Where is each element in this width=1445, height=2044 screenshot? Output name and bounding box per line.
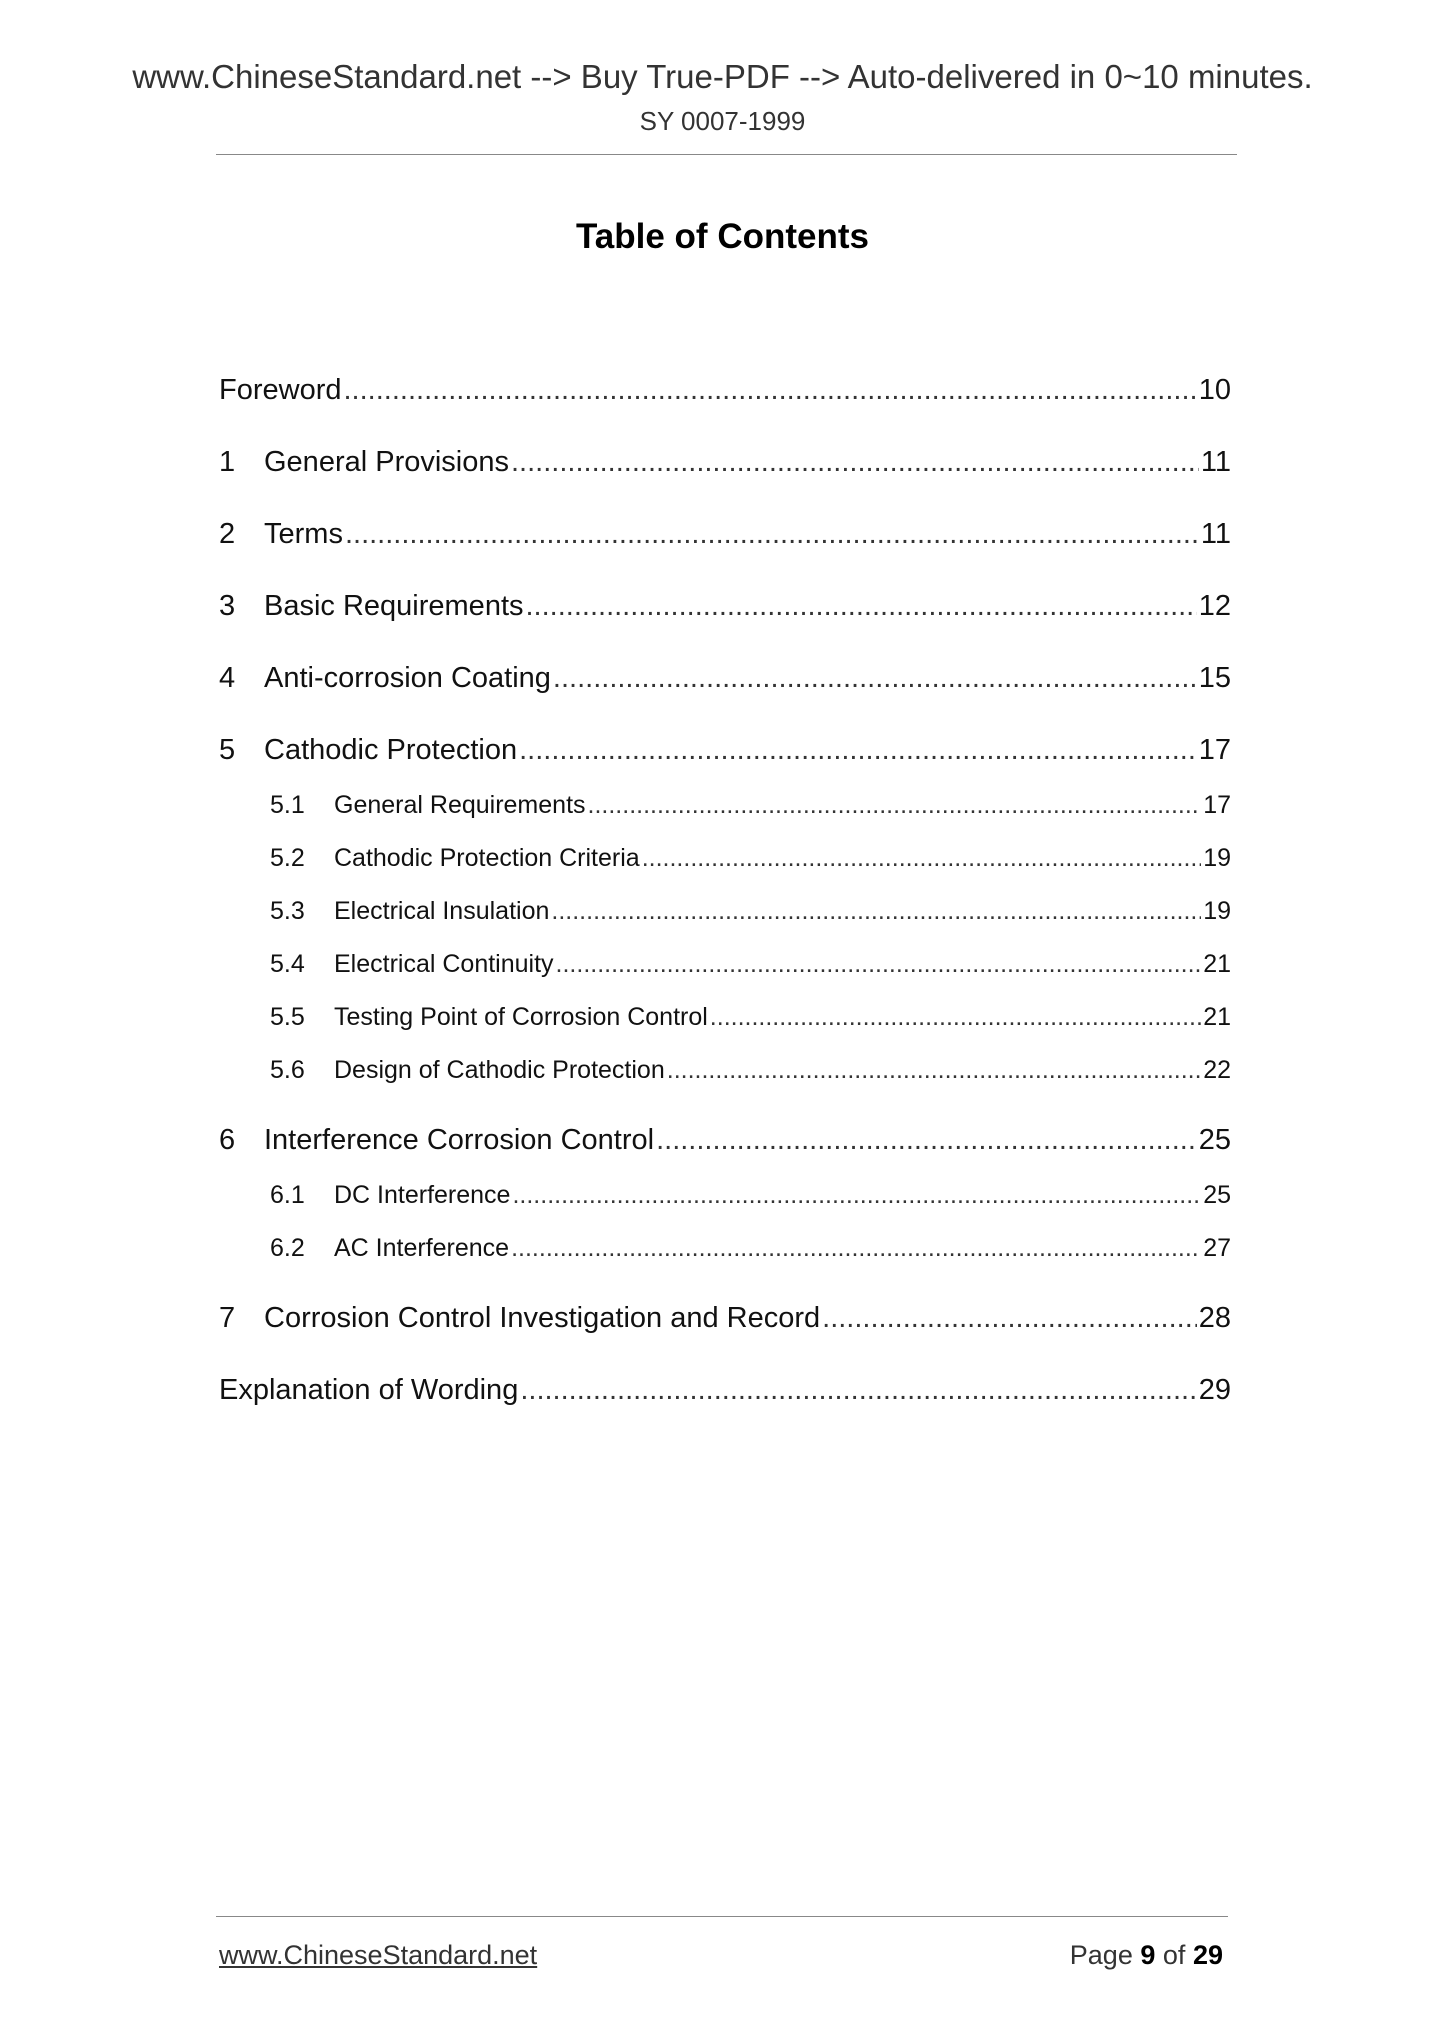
toc-entry-number: 6.2 xyxy=(270,1234,305,1262)
toc-dot-leader xyxy=(344,374,1197,407)
toc-entry-number: 5.3 xyxy=(270,897,305,925)
toc-entry-number: 6.1 xyxy=(270,1181,305,1209)
toc-entry-page: 19 xyxy=(1203,897,1231,925)
toc-entry-title: Terms xyxy=(264,518,343,550)
toc-dot-leader xyxy=(588,791,1202,820)
toc-entry-title: Interference Corrosion Control xyxy=(264,1124,655,1156)
toc-entry[interactable] xyxy=(219,335,1231,407)
toc-entry-title: Cathodic Protection Criteria xyxy=(334,844,640,872)
toc-entry-number: 7 xyxy=(219,1302,236,1334)
page-title: Table of Contents xyxy=(576,217,869,256)
toc-entry[interactable] xyxy=(219,551,1231,623)
toc-entry[interactable] xyxy=(219,1210,1231,1263)
toc-entry-title: Electrical Insulation xyxy=(334,897,550,925)
toc-entry-title: Explanation of Wording xyxy=(219,1374,519,1406)
toc-entry-page: 25 xyxy=(1198,1124,1231,1156)
toc-dot-leader xyxy=(556,950,1202,979)
toc-entry-page: 11 xyxy=(1200,446,1231,478)
toc-entry-page: 15 xyxy=(1198,662,1231,694)
toc-entry-page: 11 xyxy=(1200,518,1231,550)
toc-dot-leader xyxy=(822,1302,1197,1335)
toc-dot-leader xyxy=(520,1374,1196,1407)
toc-entry-page: 17 xyxy=(1203,791,1231,819)
toc-entry-number: 1 xyxy=(219,446,236,478)
toc-entry-title: Design of Cathodic Protection xyxy=(334,1056,665,1084)
footer-site-link[interactable]: www.ChineseStandard.net xyxy=(219,1940,538,1970)
toc-entry-title: Electrical Continuity xyxy=(334,950,554,978)
toc-dot-leader xyxy=(642,844,1201,873)
toc-entry-page: 17 xyxy=(1198,734,1231,766)
toc-entry-title: Testing Point of Corrosion Control xyxy=(334,1003,708,1031)
toc-entry[interactable] xyxy=(219,1085,1231,1157)
page-prefix: Page xyxy=(1069,1940,1133,1970)
page-total: 29 xyxy=(1192,1940,1223,1970)
toc-dot-leader xyxy=(519,734,1197,767)
toc-entry-number: 6 xyxy=(219,1124,236,1156)
toc-dot-leader xyxy=(526,590,1197,623)
toc-dot-leader xyxy=(551,897,1201,926)
toc-entry[interactable] xyxy=(219,873,1231,926)
toc-entry-number: 3 xyxy=(219,590,236,622)
toc-entry-title: Corrosion Control Investigation and Record xyxy=(264,1302,821,1334)
toc-entry-page: 19 xyxy=(1203,844,1231,872)
toc-entry-title: AC Interference xyxy=(334,1234,510,1262)
toc-entry[interactable] xyxy=(219,767,1231,820)
toc-entry[interactable] xyxy=(219,1032,1231,1085)
toc-entry-title: Anti-corrosion Coating xyxy=(264,662,551,694)
toc-entry[interactable] xyxy=(219,623,1231,695)
toc-dot-leader xyxy=(511,1234,1201,1263)
toc-entry[interactable] xyxy=(219,1335,1231,1407)
toc-entry[interactable] xyxy=(219,926,1231,979)
toc-entry-title: DC Interference xyxy=(334,1181,511,1209)
toc-entry[interactable] xyxy=(219,407,1231,479)
toc-entry-number: 5.1 xyxy=(270,791,305,819)
toc-entry-page: 28 xyxy=(1198,1302,1231,1334)
toc-entry[interactable] xyxy=(219,979,1231,1032)
toc-entry-page: 12 xyxy=(1198,590,1231,622)
toc-entry-page: 27 xyxy=(1203,1234,1231,1262)
page-number xyxy=(1070,1940,1223,1971)
toc-entry-number: 5.5 xyxy=(270,1003,305,1031)
toc-dot-leader xyxy=(553,662,1197,695)
toc-entry-page: 25 xyxy=(1203,1181,1231,1209)
toc-entry-title: General Requirements xyxy=(334,791,586,819)
toc-entry-number: 5.4 xyxy=(270,950,305,978)
toc-entry[interactable] xyxy=(219,695,1231,767)
toc-dot-leader xyxy=(511,446,1199,479)
standard-code: SY 0007-1999 xyxy=(639,106,806,136)
toc-dot-leader xyxy=(667,1056,1201,1085)
toc-entry[interactable] xyxy=(219,1263,1231,1335)
toc-dot-leader xyxy=(710,1003,1201,1032)
toc-entry-page: 21 xyxy=(1203,1003,1231,1031)
page-of: of xyxy=(1162,1940,1186,1970)
toc-entry-number: 5 xyxy=(219,734,236,766)
page-current: 9 xyxy=(1140,1940,1156,1970)
toc-entry-number: 2 xyxy=(219,518,236,550)
toc-dot-leader xyxy=(345,518,1199,551)
toc-entry-title: General Provisions xyxy=(264,446,509,478)
toc-entry-number: 5.2 xyxy=(270,844,305,872)
toc-entry-number: 4 xyxy=(219,662,236,694)
toc-entry-page: 22 xyxy=(1203,1056,1231,1084)
toc-dot-leader xyxy=(656,1124,1197,1157)
toc-entry-page: 29 xyxy=(1198,1374,1231,1406)
toc-entry-title: Cathodic Protection xyxy=(264,734,518,766)
toc-entry-page: 21 xyxy=(1203,950,1231,978)
toc-dot-leader xyxy=(512,1181,1201,1210)
toc-entry-title: Foreword xyxy=(219,374,342,406)
toc-entry-title: Basic Requirements xyxy=(264,590,524,622)
header-divider xyxy=(216,154,1237,155)
toc-entry[interactable] xyxy=(219,820,1231,873)
toc-entry[interactable] xyxy=(219,1157,1231,1210)
header-banner: www.ChineseStandard.net --> Buy True-PDF --> Auto-delivered in 0~10 minutes. xyxy=(132,58,1313,95)
toc-entry[interactable] xyxy=(219,479,1231,551)
toc-entry-page: 10 xyxy=(1198,374,1231,406)
table-of-contents xyxy=(219,335,1231,1407)
toc-entry-number: 5.6 xyxy=(270,1056,305,1084)
footer-divider xyxy=(216,1916,1228,1917)
